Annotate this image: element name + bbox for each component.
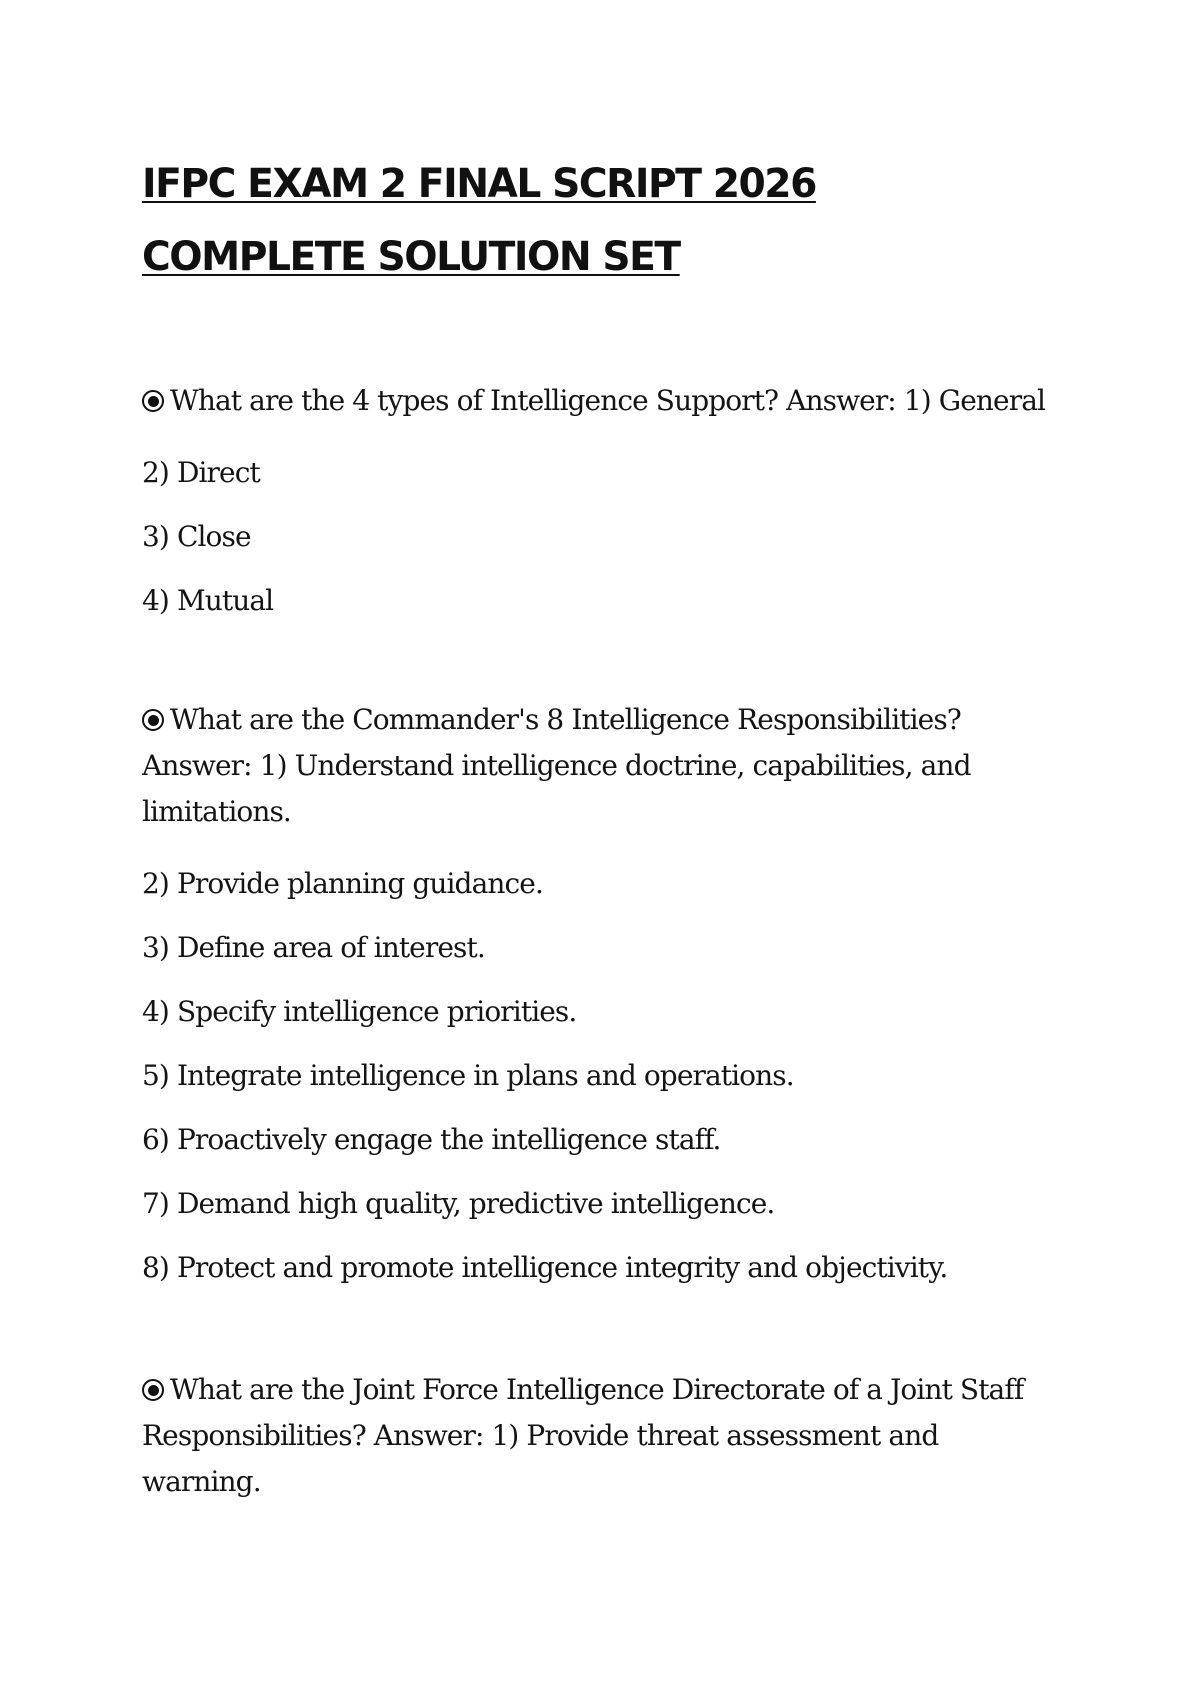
qa-block-intelligence-support	[142, 378, 1072, 616]
answer-item: 2) Provide planning guidance.	[142, 867, 543, 900]
radio-bullet-icon	[142, 1379, 164, 1401]
radio-bullet-icon	[142, 709, 164, 731]
qa-block-commander-responsibilities	[142, 697, 1002, 1283]
radio-bullet-icon	[142, 390, 164, 412]
question-text: What are the Commander's 8 Intelligence Responsibilities? Answer: 1) Understand intelligence doctrine, capabilities, and limitations.	[142, 703, 971, 828]
answer-item: 2) Direct	[142, 456, 260, 489]
answer-item: 4) Specify intelligence priorities.	[142, 995, 577, 1028]
answer-item: 6) Proactively engage the intelligence staff.	[142, 1123, 721, 1156]
question-text: What are the 4 types of Intelligence Support? Answer: 1) General	[170, 384, 1046, 417]
question	[142, 697, 1002, 835]
question-text: What are the Joint Force Intelligence Directorate of a Joint Staff Responsibilities? Answer: 1) Provide threat assessment and warning.	[142, 1373, 1024, 1498]
answer-item: 3) Define area of interest.	[142, 931, 485, 964]
answer-item: 7) Demand high quality, predictive intelligence.	[142, 1187, 775, 1220]
answer-item: 3) Close	[142, 520, 251, 553]
qa-block-joint-force-directorate	[142, 1367, 1042, 1505]
answer-item: 4) Mutual	[142, 584, 274, 617]
question	[142, 1367, 1042, 1505]
question	[142, 378, 1072, 424]
document-title: IFPC EXAM 2 FINAL SCRIPT 2026 COMPLETE SOLUTION SET	[142, 161, 816, 280]
answer-item: 8) Protect and promote intelligence integrity and objectivity.	[142, 1251, 948, 1284]
answer-item: 5) Integrate intelligence in plans and operations.	[142, 1059, 794, 1092]
